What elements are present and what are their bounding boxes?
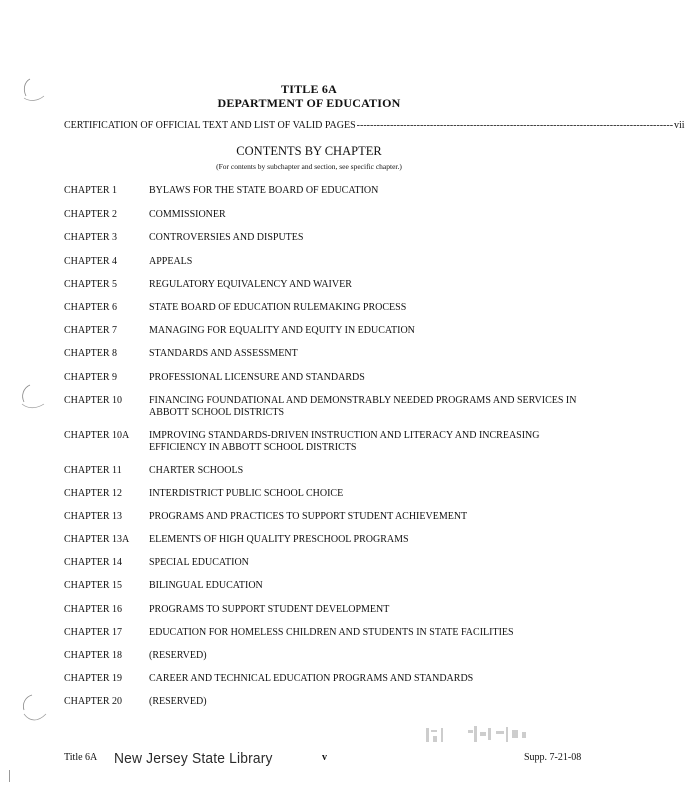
chapter-title: APPEALS bbox=[149, 256, 193, 267]
chapter-title: CHARTER SCHOOLS bbox=[149, 465, 244, 476]
certification-page: vii bbox=[674, 120, 685, 131]
chapter-number: CHAPTER 11 bbox=[64, 465, 122, 476]
chapter-title: BYLAWS FOR THE STATE BOARD OF EDUCATION bbox=[149, 185, 379, 196]
chapter-number: CHAPTER 9 bbox=[64, 372, 118, 383]
footer-title: Title 6A bbox=[64, 752, 98, 763]
title-line-2: DEPARTMENT OF EDUCATION bbox=[217, 96, 401, 110]
chapter-number: CHAPTER 18 bbox=[64, 650, 123, 661]
chapter-number: CHAPTER 5 bbox=[64, 279, 118, 290]
chapter-title: COMMISSIONER bbox=[149, 209, 226, 220]
chapter-title: EDUCATION FOR HOMELESS CHILDREN AND STUDENTS IN STATE FACILITIES bbox=[149, 627, 514, 638]
page-number: v bbox=[322, 752, 327, 763]
contents-heading: CONTENTS BY CHAPTER bbox=[236, 144, 382, 158]
chapter-number: CHAPTER 14 bbox=[64, 557, 123, 568]
chapter-number: CHAPTER 1 bbox=[64, 185, 118, 196]
chapter-number: CHAPTER 12 bbox=[64, 488, 123, 499]
margin-tick bbox=[9, 770, 10, 782]
chapter-title: SPECIAL EDUCATION bbox=[149, 557, 249, 568]
chapter-title: IMPROVING STANDARDS-DRIVEN INSTRUCTION AND LITERACY AND INCREASING EFFICIENCY IN ABBOTT SCHOOL DISTRICTS bbox=[149, 430, 540, 453]
chapter-title: CAREER AND TECHNICAL EDUCATION PROGRAMS AND STANDARDS bbox=[149, 673, 474, 684]
dot-leader: ----------------------------------------------------------------------------------------------- bbox=[356, 120, 674, 131]
certification-line bbox=[64, 120, 685, 131]
chapter-title: PROGRAMS TO SUPPORT STUDENT DEVELOPMENT bbox=[149, 604, 390, 615]
chapter-title: PROFESSIONAL LICENSURE AND STANDARDS bbox=[149, 372, 365, 383]
chapter-number: CHAPTER 3 bbox=[64, 232, 118, 243]
chapter-number: CHAPTER 4 bbox=[64, 256, 118, 267]
chapter-title: PROGRAMS AND PRACTICES TO SUPPORT STUDENT ACHIEVEMENT bbox=[149, 511, 468, 522]
chapter-title: ELEMENTS OF HIGH QUALITY PRESCHOOL PROGRAMS bbox=[149, 534, 409, 545]
punch-hole-mark-bottom bbox=[18, 692, 50, 726]
chapter-title: MANAGING FOR EQUALITY AND EQUITY IN EDUCATION bbox=[149, 325, 415, 336]
punch-hole-mark-middle bbox=[18, 382, 50, 414]
chapter-number: CHAPTER 20 bbox=[64, 696, 123, 707]
chapter-number: CHAPTER 7 bbox=[64, 325, 118, 336]
chapter-title: (RESERVED) bbox=[149, 696, 207, 707]
scan-smudge-mark bbox=[424, 722, 544, 750]
chapter-number: CHAPTER 2 bbox=[64, 209, 118, 220]
chapter-title: (RESERVED) bbox=[149, 650, 207, 661]
chapter-title: STATE BOARD OF EDUCATION RULEMAKING PROCESS bbox=[149, 302, 407, 313]
chapter-title: INTERDISTRICT PUBLIC SCHOOL CHOICE bbox=[149, 488, 344, 499]
chapter-title: CONTROVERSIES AND DISPUTES bbox=[149, 232, 304, 243]
chapter-number: CHAPTER 15 bbox=[64, 580, 123, 591]
chapter-number: CHAPTER 13 bbox=[64, 511, 123, 522]
library-stamp: New Jersey State Library bbox=[114, 750, 273, 767]
chapter-title: FINANCING FOUNDATIONAL AND DEMONSTRABLY NEEDED PROGRAMS AND SERVICES IN ABBOTT SCHOOL DISTRICTS bbox=[149, 395, 577, 418]
chapter-number: CHAPTER 13A bbox=[64, 534, 130, 545]
chapter-number: CHAPTER 16 bbox=[64, 604, 123, 615]
chapter-title: STANDARDS AND ASSESSMENT bbox=[149, 348, 298, 359]
supplement-date: Supp. 7-21-08 bbox=[524, 752, 582, 763]
chapter-title: REGULATORY EQUIVALENCY AND WAIVER bbox=[149, 279, 352, 290]
chapter-number: CHAPTER 10A bbox=[64, 430, 130, 441]
chapter-number: CHAPTER 17 bbox=[64, 627, 123, 638]
title-line-1: TITLE 6A bbox=[281, 82, 337, 96]
chapter-number: CHAPTER 6 bbox=[64, 302, 118, 313]
chapter-title: BILINGUAL EDUCATION bbox=[149, 580, 263, 591]
contents-subheading: (For contents by subchapter and section, see specific chapter.) bbox=[216, 162, 402, 171]
certification-label: CERTIFICATION OF OFFICIAL TEXT AND LIST OF VALID PAGES bbox=[64, 120, 356, 131]
chapter-number: CHAPTER 19 bbox=[64, 673, 123, 684]
chapter-number: CHAPTER 8 bbox=[64, 348, 118, 359]
chapter-number: CHAPTER 10 bbox=[64, 395, 123, 406]
